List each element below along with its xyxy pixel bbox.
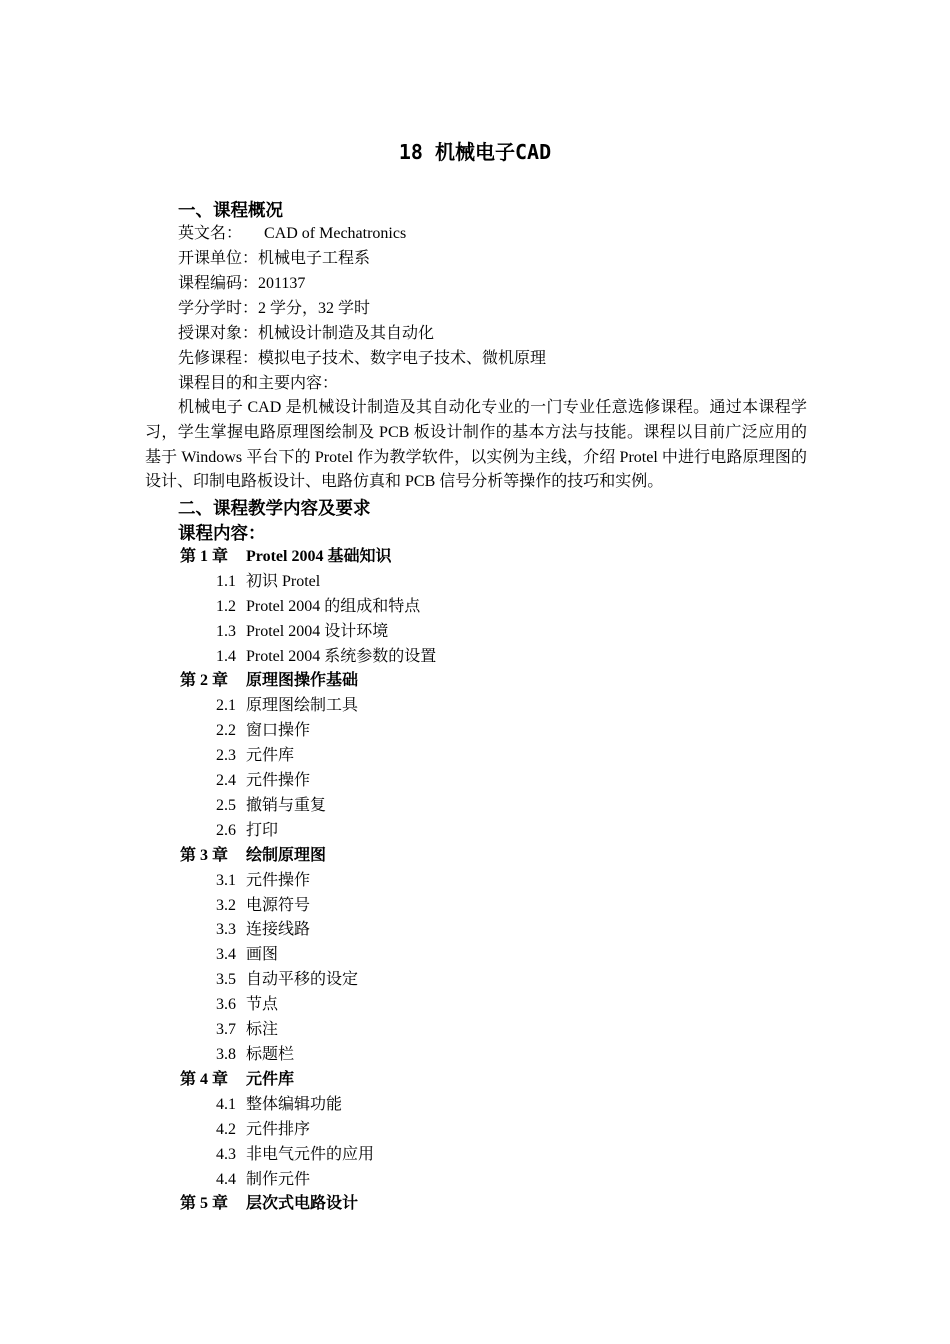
section-title: 画图	[246, 946, 279, 963]
chapter-title: Protel 2004 基础知识	[246, 548, 392, 565]
chapter-title: 元件库	[246, 1071, 295, 1088]
section-item	[216, 1018, 278, 1042]
section-number: 3.8	[216, 1046, 236, 1063]
section-number: 1.1	[216, 573, 236, 590]
section-item	[216, 993, 278, 1017]
section-number: 1.3	[216, 623, 236, 640]
chapter-heading	[180, 1192, 358, 1216]
section-item	[216, 769, 310, 793]
section-title: 元件排序	[246, 1121, 311, 1138]
chapter-heading	[180, 545, 391, 569]
section-title: Protel 2004 设计环境	[246, 623, 389, 640]
chapter-number: 第 2 章	[180, 672, 229, 689]
section-title: 非电气元件的应用	[246, 1146, 375, 1163]
purpose-paragraph: 机械电子 CAD 是机械设计制造及其自动化专业的一门专业任意选修课程。通过本课程学习，学生掌握电路原理图绘制及 PCB 板设计制作的基本方法与技能。课程以目前广泛应用的基于 Windows 平台下的 Protel 作为教学软件，以实例为主线，介绍 Protel 中进行电路原理图的设计、印制电路板设计、电路仿真和 PCB 信号分析等操作的技巧和实例。	[145, 399, 807, 491]
section-number: 2.5	[216, 797, 236, 814]
section-title: 整体编辑功能	[246, 1096, 343, 1113]
chapter-number: 第 3 章	[180, 847, 229, 864]
section-title: 电源符号	[246, 897, 311, 914]
section-title: 制作元件	[246, 1171, 311, 1188]
department-line: 开课单位：机械电子工程系	[178, 250, 371, 267]
section-number: 3.1	[216, 872, 236, 889]
section-item	[216, 719, 310, 743]
prerequisite-line: 先修课程：模拟电子技术、数字电子技术、微机原理	[178, 350, 547, 367]
english-name-label: 英文名：	[178, 225, 243, 242]
section-title: Protel 2004 系统参数的设置	[246, 648, 437, 665]
section-title: 连接线路	[246, 921, 311, 938]
section-number: 4.4	[216, 1171, 236, 1188]
section-number: 3.7	[216, 1021, 236, 1038]
section-title: 原理图绘制工具	[246, 697, 359, 714]
chapter-number: 第 1 章	[180, 548, 229, 565]
section-title: 窗口操作	[246, 722, 311, 739]
section-item	[216, 1043, 294, 1067]
section-item	[216, 595, 420, 619]
section-number: 3.3	[216, 921, 236, 938]
section-item	[216, 918, 310, 942]
chapter-heading	[180, 669, 358, 693]
section-item	[216, 794, 326, 818]
section-item	[216, 645, 436, 669]
section-number: 2.3	[216, 747, 236, 764]
chapter-number: 第 4 章	[180, 1071, 229, 1088]
section-title: 元件库	[246, 747, 295, 764]
content-subheading: 课程内容：	[178, 523, 266, 543]
course-code-line: 课程编码：201137	[178, 275, 306, 292]
section-number: 4.2	[216, 1121, 236, 1138]
section-item	[216, 894, 310, 918]
section-title: 标题栏	[246, 1046, 295, 1063]
chapter-title: 层次式电路设计	[246, 1195, 359, 1212]
section-title: 元件操作	[246, 872, 311, 889]
chapter-title: 绘制原理图	[246, 847, 327, 864]
credits-line: 学分学时：2 学分，32 学时	[178, 300, 371, 317]
section-number: 2.2	[216, 722, 236, 739]
page-title: 18 机械电子CAD	[398, 140, 552, 164]
section-item	[216, 943, 278, 967]
chapter-heading	[180, 1068, 294, 1092]
section-title: 标注	[246, 1021, 279, 1038]
english-name-value: CAD of Mechatronics	[264, 225, 407, 242]
section-item	[216, 819, 278, 843]
section-item	[216, 694, 358, 718]
section-number: 4.1	[216, 1096, 236, 1113]
section-item	[216, 1093, 342, 1117]
section-title: 撤销与重复	[246, 797, 327, 814]
audience-line: 授课对象：机械设计制造及其自动化	[178, 325, 435, 342]
section-item	[216, 968, 358, 992]
section-heading-overview: 一、课程概况	[178, 200, 283, 220]
section-item	[216, 620, 388, 644]
section-number: 1.2	[216, 598, 236, 615]
chapter-heading	[180, 844, 326, 868]
section-title: Protel 2004 的组成和特点	[246, 598, 421, 615]
section-number: 2.6	[216, 822, 236, 839]
chapter-title: 原理图操作基础	[246, 672, 359, 689]
section-heading-content: 二、课程教学内容及要求	[178, 498, 371, 518]
section-title: 打印	[246, 822, 279, 839]
section-title: 自动平移的设定	[246, 971, 359, 988]
section-item	[216, 1118, 310, 1142]
section-number: 3.2	[216, 897, 236, 914]
section-title: 初识 Protel	[246, 573, 321, 590]
section-number: 3.5	[216, 971, 236, 988]
section-item	[216, 570, 320, 594]
section-number: 1.4	[216, 648, 236, 665]
section-item	[216, 744, 294, 768]
section-title: 元件操作	[246, 772, 311, 789]
section-number: 4.3	[216, 1146, 236, 1163]
english-name-line	[178, 222, 406, 246]
section-number: 2.4	[216, 772, 236, 789]
chapter-number: 第 5 章	[180, 1195, 229, 1212]
section-item	[216, 1143, 374, 1167]
section-number: 3.6	[216, 996, 236, 1013]
section-title: 节点	[246, 996, 279, 1013]
section-item	[216, 1168, 310, 1192]
section-number: 2.1	[216, 697, 236, 714]
section-number: 3.4	[216, 946, 236, 963]
purpose-label: 课程目的和主要内容：	[178, 375, 339, 392]
section-item	[216, 869, 310, 893]
